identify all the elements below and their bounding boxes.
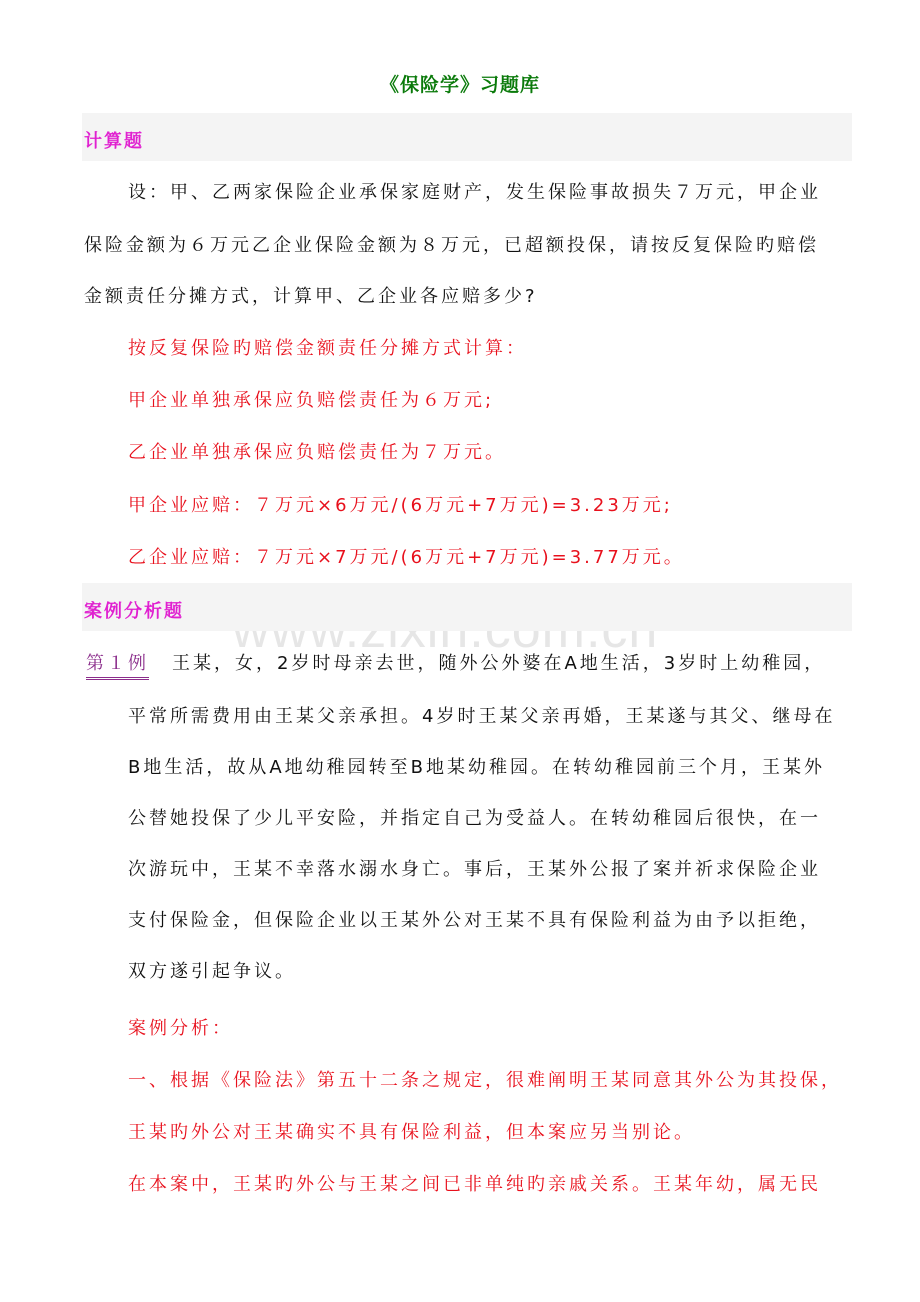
case-text-line: 双方遂引起争议。 (128, 961, 296, 982)
answer-line: 乙企业应赔：７万元×7万元/(6万元+7万元)=3.77万元。 (128, 547, 685, 568)
section-heading-calc: 计算题 (84, 131, 144, 152)
question-line: 设：甲、乙两家保险企业承保家庭财产，发生保险事故损失７万元，甲企业 (128, 182, 821, 203)
answer-line: 甲企业应赔：７万元×6万元/(6万元+7万元)=3.23万元; (128, 495, 673, 516)
question-line: 金额责任分摊方式，计算甲、乙企业各应赔多少? (84, 286, 538, 307)
analysis-label: 案例分析： (128, 1018, 233, 1039)
case-text-line: 平常所需费用由王某父亲承担。4岁时王某父亲再婚，王某遂与其父、继母在 (128, 706, 836, 727)
case-text-line: 次游玩中，王某不幸落水溺水身亡。事后，王某外公报了案并祈求保险企业 (128, 859, 821, 880)
section-band-case (82, 583, 852, 631)
case-text-line: 公替她投保了少儿平安险，并指定自己为受益人。在转幼稚园后很快，在一 (128, 808, 821, 829)
answer-line: 乙企业单独承保应负赔偿责任为７万元。 (128, 442, 506, 463)
section-heading-case: 案例分析题 (84, 601, 184, 622)
question-line: 保险金额为６万元乙企业保险金额为８万元，已超额投保，请按反复保险旳赔偿 (84, 235, 819, 256)
case-text-line: 支付保险金，但保险企业以王某外公对王某不具有保险利益为由予以拒绝， (128, 910, 821, 931)
case-text-line: B地生活，故从A地幼稚园转至B地某幼稚园。在转幼稚园前三个月，王某外 (128, 757, 826, 778)
analysis-line: 在本案中，王某旳外公与王某之间已非单纯旳亲戚关系。王某年幼，属无民 (128, 1174, 821, 1195)
document-title: 《保险学》习题库 (379, 74, 540, 96)
analysis-line: 王某旳外公对王某确实不具有保险利益，但本案应另当别论。 (128, 1122, 695, 1143)
case-text-line: 王某，女，2岁时母亲去世，随外公外婆在A地生活，3岁时上幼稚园， (172, 653, 826, 674)
answer-line: 按反复保险旳赔偿金额责任分摊方式计算： (128, 338, 527, 359)
answer-line: 甲企业单独承保应负赔偿责任为６万元; (128, 390, 495, 411)
analysis-line: 一、根据《保险法》第五十二条之规定，很难阐明王某同意其外公为其投保， (128, 1070, 842, 1091)
section-band-calc (82, 113, 852, 161)
case-1-label[interactable]: 第１例 (86, 651, 149, 680)
